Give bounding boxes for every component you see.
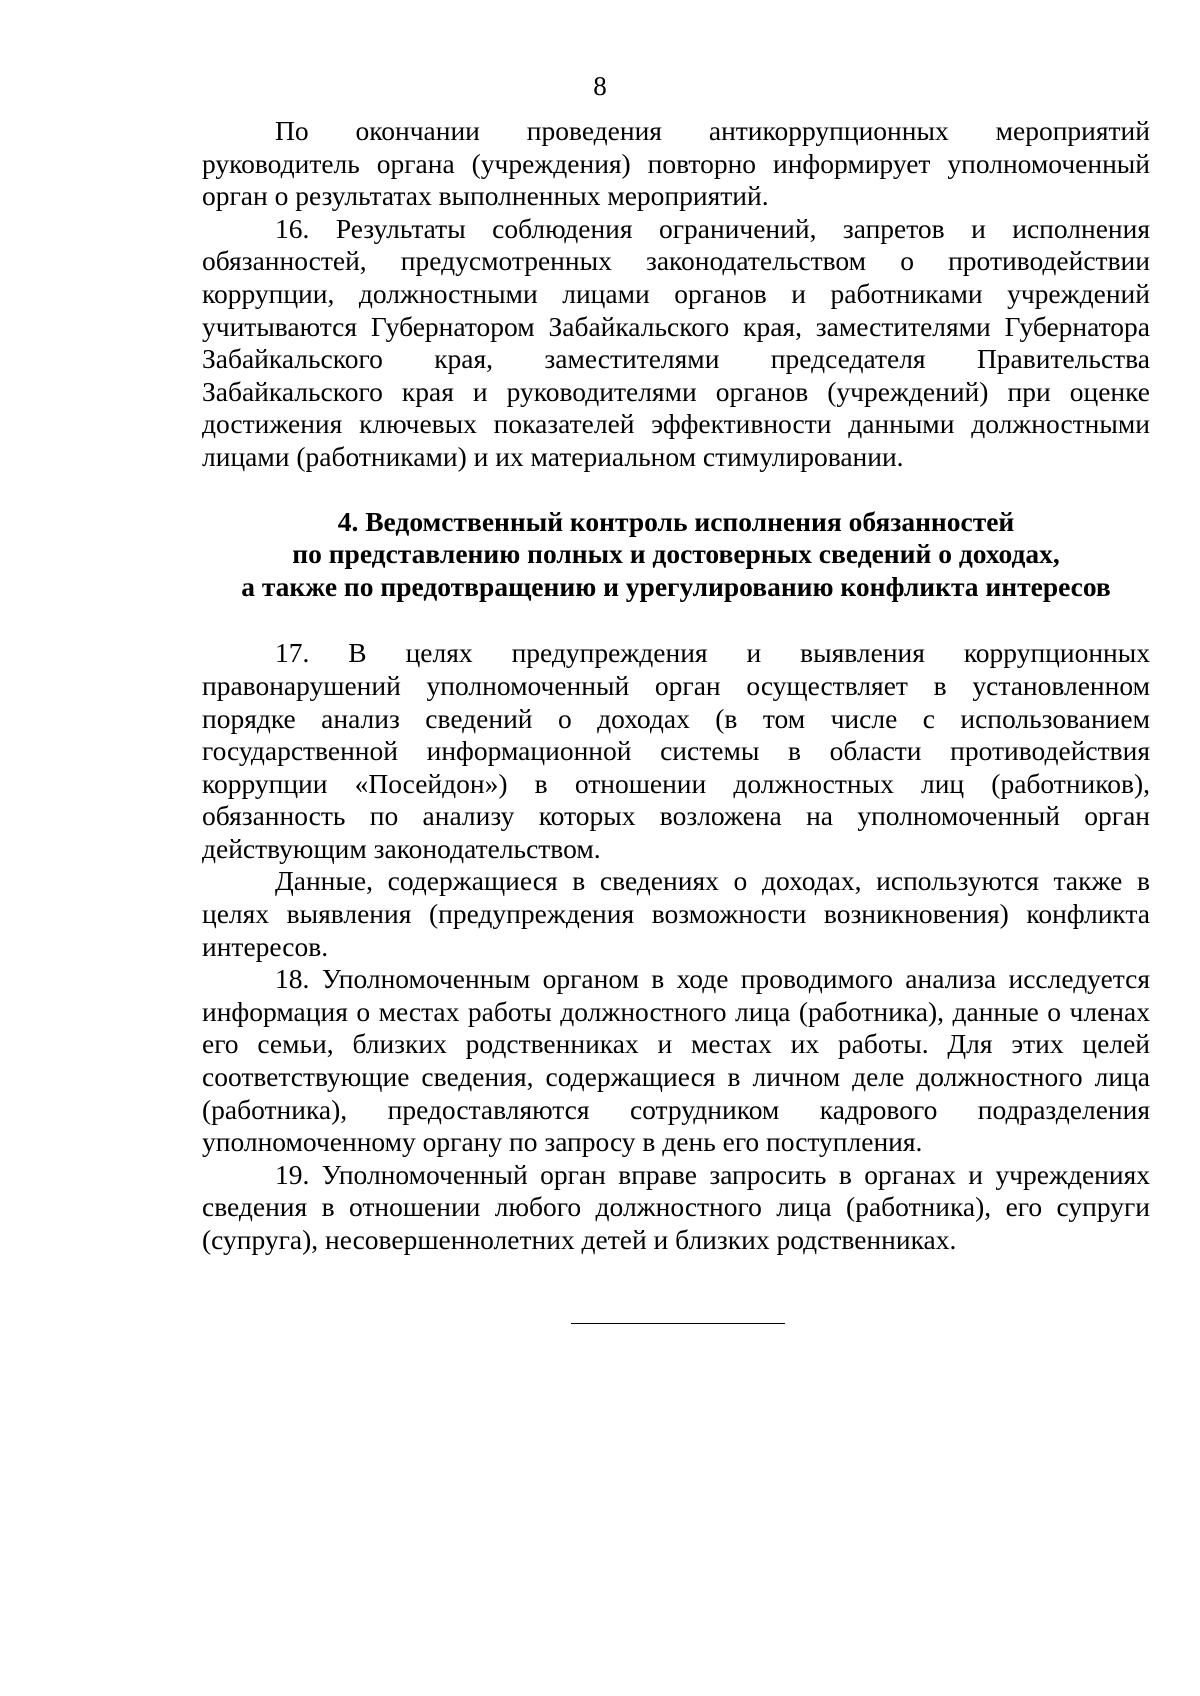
end-of-document-rule: [571, 1323, 785, 1324]
paragraph-completion-report: По окончании проведения антикоррупционных мероприятий руководитель органа (учреждения) повторно информирует уполномоченный орган о результатах выполненных мероприятий.: [202, 115, 1150, 212]
paragraph-19: 19. Уполномоченный орган вправе запросить в органах и учреждениях сведения в отношении любого должностного лица (работника), его супруги (супруга), несовершеннолетних детей и близких родственниках.: [202, 1158, 1150, 1255]
page-number: 8: [593, 71, 607, 101]
document-body: [202, 115, 1150, 1257]
paragraph-17: 17. В целях предупреждения и выявления коррупционных правонарушений уполномоченный орган осуществляет в установленном порядке анализ сведений о доходах (в том числе с использованием государственной информационной системы в области противодействия коррупции «Посейдон») в отношении должностных лиц (работников), обязанность по анализу которых возложена на уполномоченный орган действующим законодательством.: [202, 637, 1150, 864]
section-heading-line-2: по представлению полных и достоверных сведений о доходах,: [292, 538, 1060, 570]
paragraph-income-data: Данные, содержащиеся в сведениях о доходах, используются также в целях выявления (предупреждения возможности возникновения) конфликта интересов.: [202, 865, 1150, 962]
paragraph-18: 18. Уполномоченным органом в ходе проводимого анализа исследуется информация о местах работы должностного лица (работника), данные о членах его семьи, близких родственниках и местах их работы. Для этих целей соответствующие сведения, содержащиеся в личном деле должностного лица (работника), предоставляются сотрудником кадрового подразделения уполномоченному органу по запросу в день его поступления.: [202, 963, 1150, 1158]
section-heading-line-1: 4. Ведомственный контроль исполнения обязанностей: [337, 505, 1015, 537]
paragraph-16: 16. Результаты соблюдения ограничений, запретов и исполнения обязанностей, предусмотренных законодательством о противодействии коррупции, должностными лицами органов и работниками учреждений учитываются Губернатором Забайкальского края, заместителями Губернатора Забайкальского края, заместителями председателя Правительства Забайкальского края и руководителями органов (учреждений) при оценке достижения ключевых показателей эффективности данными должностными лицами (работниками) и их материальном стимулировании.: [202, 212, 1150, 472]
section-heading-line-3: а также по предотвращению и урегулированию конфликта интересов: [241, 570, 1111, 602]
section-heading: [202, 506, 1150, 604]
